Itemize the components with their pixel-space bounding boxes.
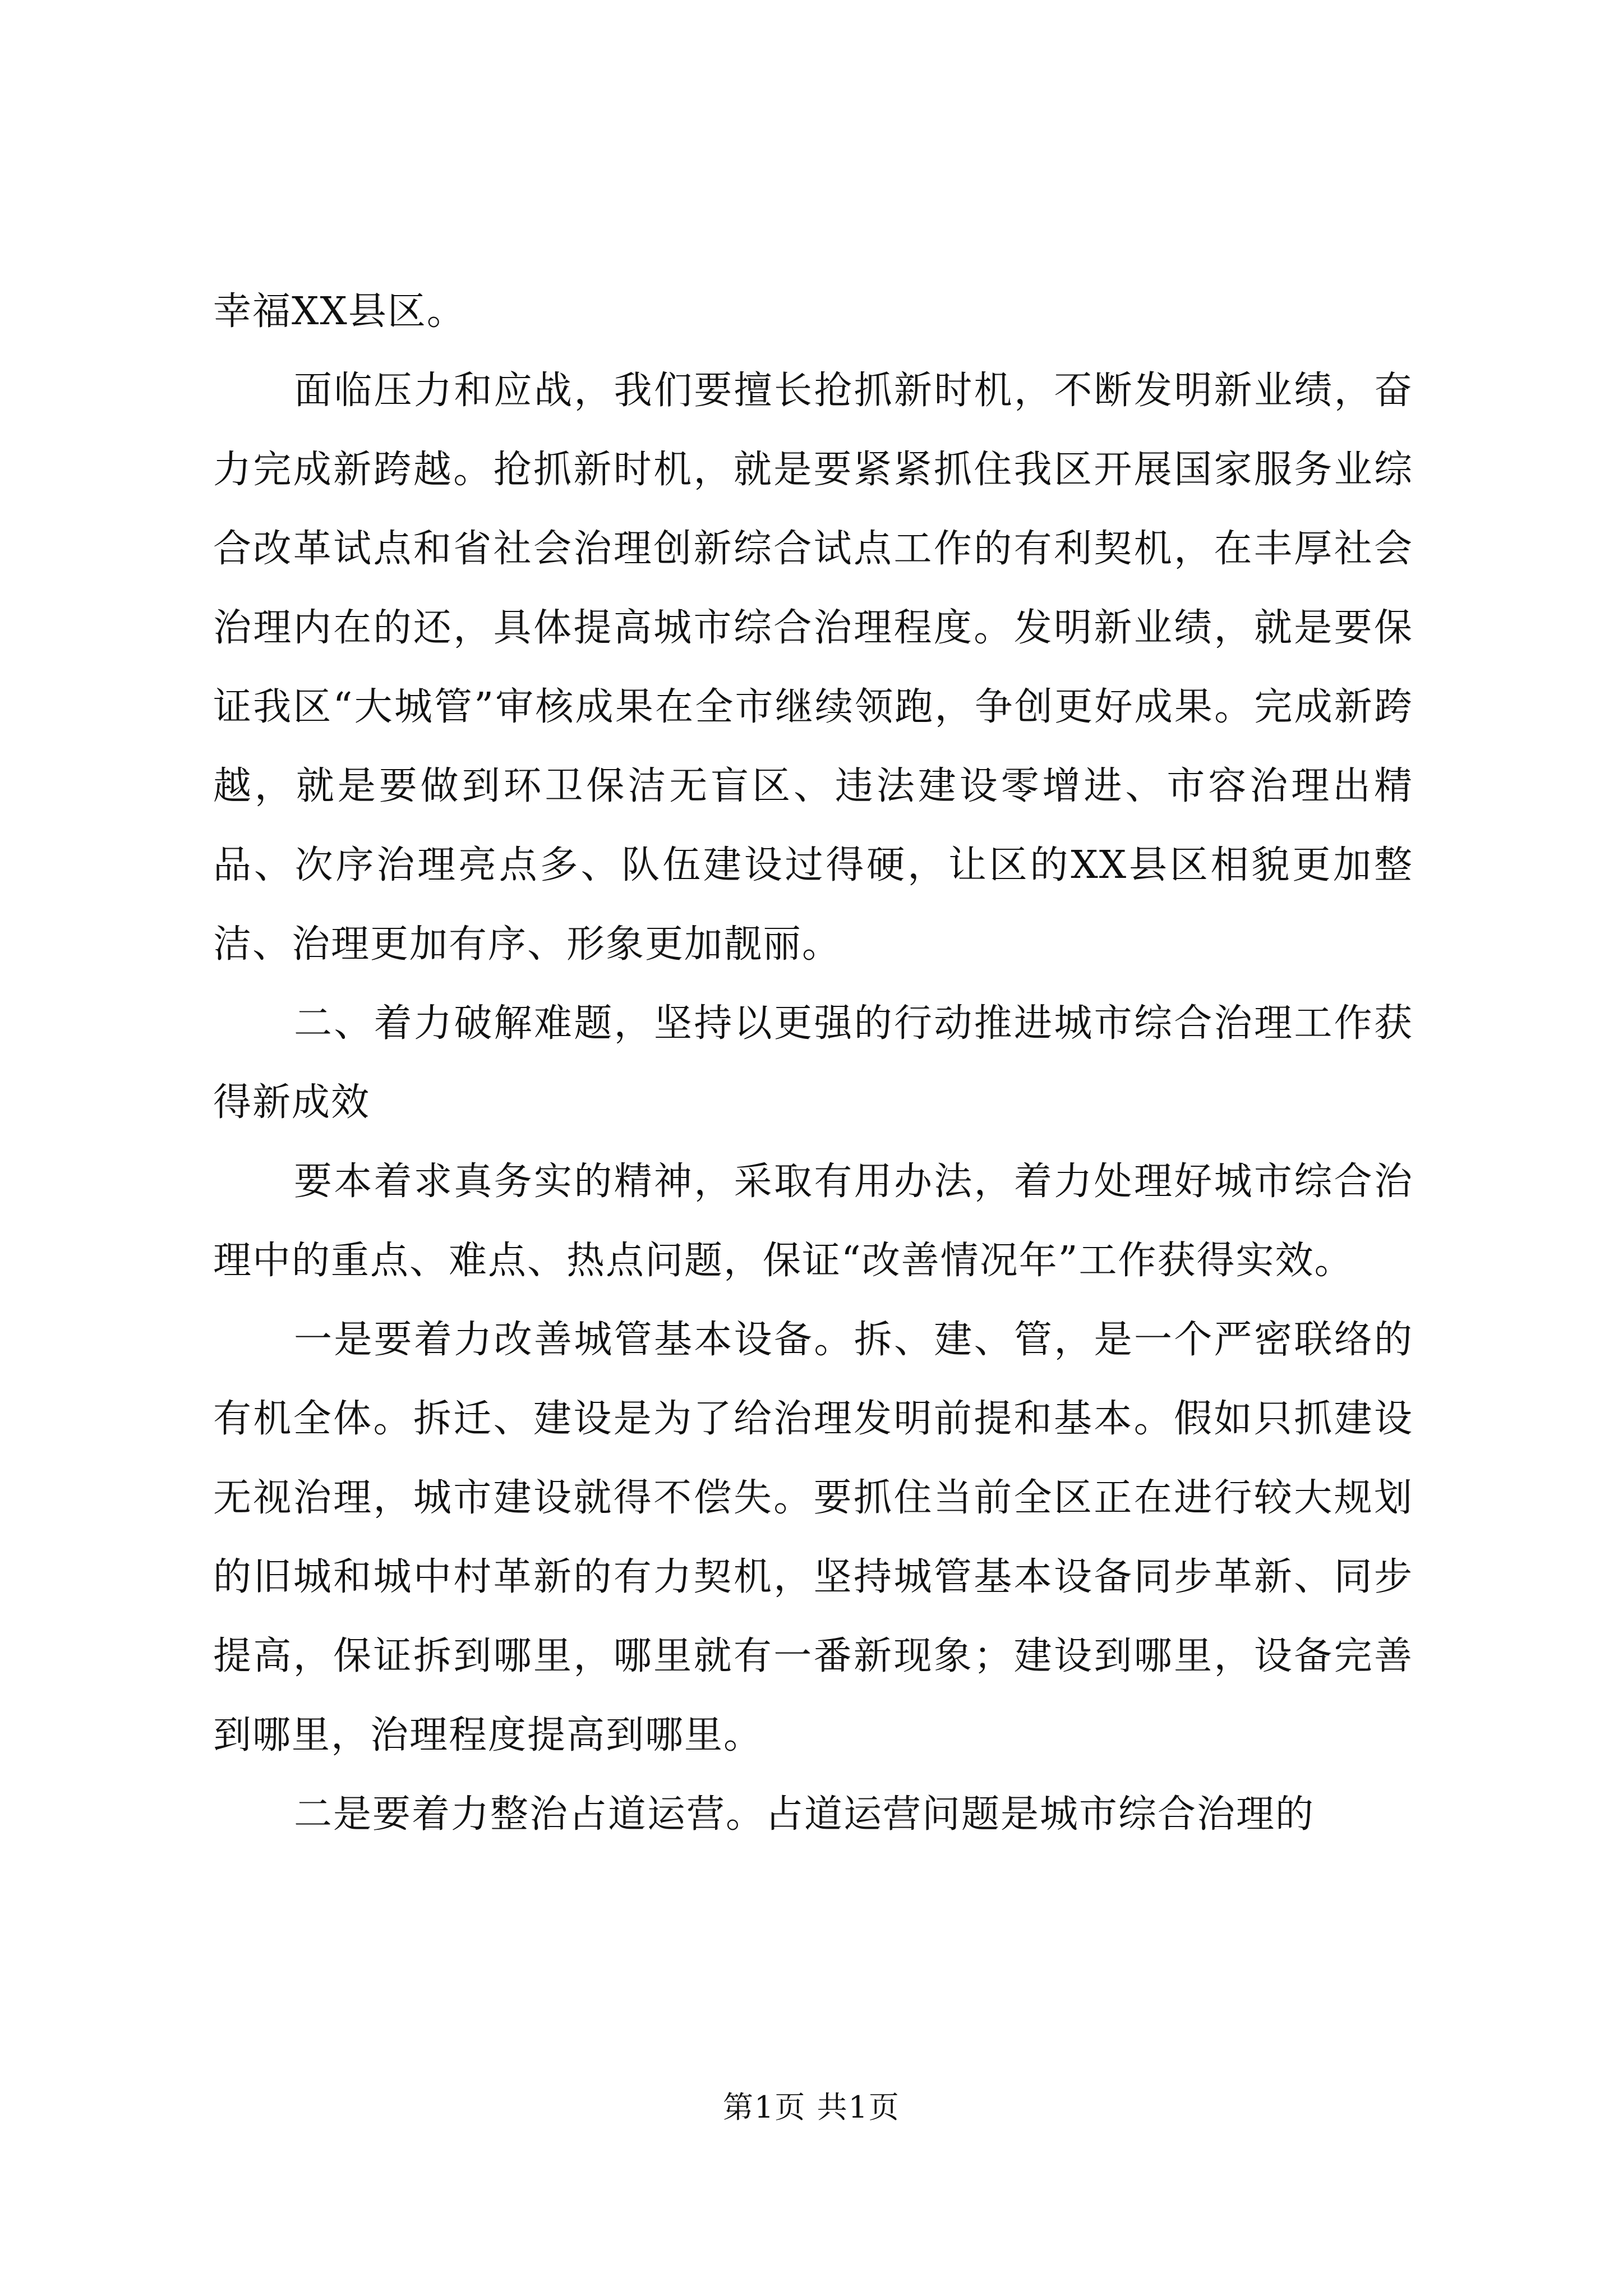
paragraph-1: 幸福XX县区。 (213, 289, 466, 334)
paragraph-2: 面临压力和应战，我们要擅长抢抓新时机，不断发明新业绩，奋力完成新跨越。抢抓新时机，就是要紧紧抓住我区开展国家服务业综合改革试点和省社会治理创新综合试点工作的有利契机，在丰厚社会治理内在的还，具体提高城市综合治理程度。发明新业绩，就是要保证我区“大城管”审核成果在全市继续领跑，争创更好成果。完成新跨越，就是要做到环卫保洁无盲区、违法建设零增进、市容治理出精品、次序治理亮点多、队伍建设过得硬，让区的XX县区相貌更加整洁、治理更加有序、形象更加靓丽。 (213, 369, 1413, 967)
paragraph-4: 要本着求真务实的精神，采取有用办法，着力处理好城市综合治理中的重点、难点、热点问题，保证“改善情况年”工作获得实效。 (213, 1159, 1413, 1283)
page-footer: 第1页 共1页 (723, 2090, 900, 2125)
section-heading: 二、着力破解难题，坚持以更强的行动推进城市综合治理工作获得新成效 (213, 1001, 1413, 1125)
document-body (213, 272, 1413, 1854)
paragraph-5: 一是要着力改善城管基本设备。拆、建、管，是一个严密联络的有机全体。拆迁、建设是为了给治理发明前提和基本。假如只抓建设无视治理，城市建设就得不偿失。要抓住当前全区正在进行较大规划的旧城和城中村革新的有力契机，坚持城管基本设备同步革新、同步提高，保证拆到哪里，哪里就有一番新现象；建设到哪里，设备完善到哪里，治理程度提高到哪里。 (213, 1318, 1413, 1757)
paragraph-6: 二是要着力整治占道运营。占道运营问题是城市综合治理的 (294, 1792, 1315, 1837)
